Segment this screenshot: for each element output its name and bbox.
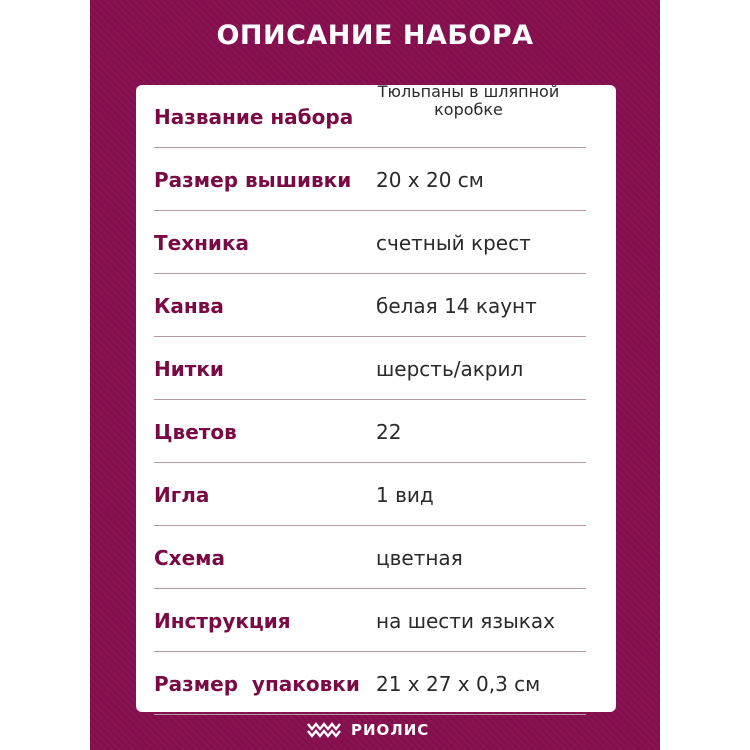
brand-footer bbox=[307, 718, 429, 742]
zigzag-logo-icon bbox=[307, 721, 343, 739]
row-label: Цветов bbox=[154, 420, 237, 444]
row-divider bbox=[154, 714, 586, 715]
row-instruction bbox=[136, 589, 616, 652]
row-label: Канва bbox=[154, 294, 224, 318]
row-label: Схема bbox=[154, 546, 225, 570]
row-label: Техника bbox=[154, 231, 250, 255]
page-title: ОПИСАНИЕ НАБОРА bbox=[216, 20, 534, 51]
row-value: 22 bbox=[376, 420, 402, 444]
row-label: Размер упаковки bbox=[154, 672, 360, 696]
row-value: счетный крест bbox=[376, 231, 531, 255]
row-label: Нитки bbox=[154, 357, 224, 381]
row-value: белая 14 каунт bbox=[376, 294, 537, 318]
row-threads bbox=[136, 337, 616, 400]
row-value: 21 х 27 х 0,3 см bbox=[376, 672, 541, 696]
brand-name: РИОЛИС bbox=[351, 721, 430, 739]
row-colors bbox=[136, 400, 616, 463]
row-value: Тюльпаны в шляпной коробке bbox=[377, 82, 560, 119]
row-value: цветная bbox=[376, 546, 463, 570]
row-value: шерсть/акрил bbox=[376, 357, 524, 381]
row-technique bbox=[136, 211, 616, 274]
row-embroidery-size bbox=[136, 148, 616, 211]
row-value: 20 х 20 см bbox=[376, 168, 484, 192]
row-label: Инструкция bbox=[154, 609, 291, 633]
row-canvas bbox=[136, 274, 616, 337]
row-value: на шести языках bbox=[376, 609, 555, 633]
row-label: Название набора bbox=[154, 105, 354, 129]
row-package-size bbox=[136, 652, 616, 715]
row-label: Размер вышивки bbox=[154, 168, 352, 192]
row-value: 1 вид bbox=[376, 483, 434, 507]
row-scheme bbox=[136, 526, 616, 589]
row-set-name bbox=[136, 82, 616, 148]
row-label: Игла bbox=[154, 483, 210, 507]
row-needle bbox=[136, 463, 616, 526]
description-card bbox=[136, 82, 616, 712]
